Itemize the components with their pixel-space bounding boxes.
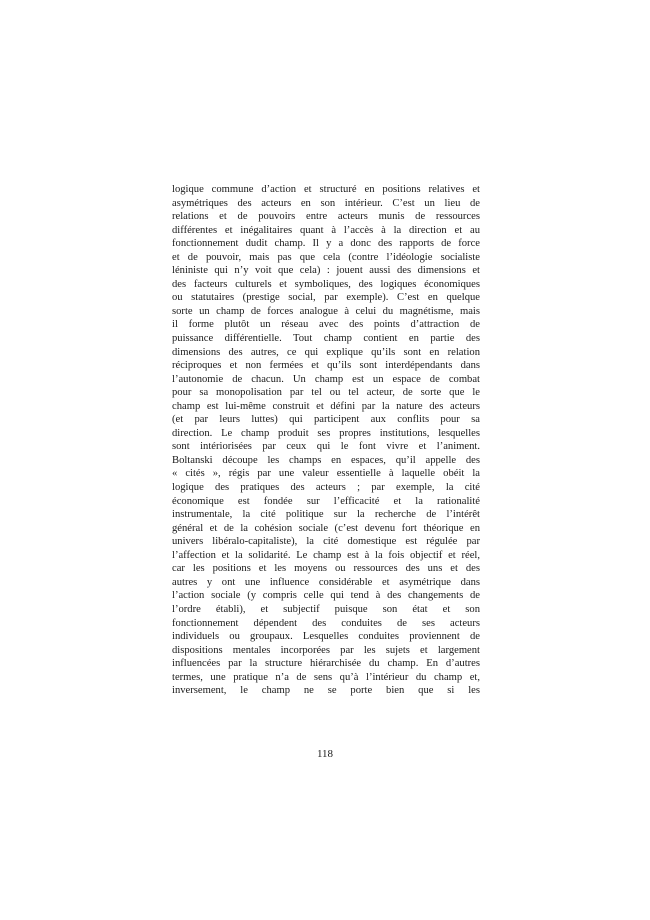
text-line: sont intériorisées par ceux qui le font vivre et l’animent. [172, 441, 480, 453]
text-line: fonctionnement dudit champ. Il y a donc des rapports de force [172, 238, 480, 250]
text-line: puissance différentielle. Tout champ contient en partie des [172, 333, 480, 345]
text-line: des facteurs culturels et symboliques, des logiques économiques [172, 278, 480, 290]
text-line: champ est lui-même construit et défini par la nature des acteurs [172, 400, 480, 412]
text-line: dimensions des autres, ce qui explique qu’ils sont en relation [172, 346, 480, 358]
text-line: individuels ou groupaux. Lesquelles conduites proviennent de [172, 631, 480, 643]
text-line: « cités », régis par une valeur essentielle à laquelle obéit la [172, 468, 480, 480]
page-number: 118 [316, 748, 334, 760]
text-line: ou statutaires (prestige social, par exemple). C’est en quelque [172, 292, 480, 304]
text-line: direction. Le champ produit ses propres institutions, lesquelles [172, 427, 480, 439]
body-text [172, 183, 480, 698]
text-line: logique commune d’action et structuré en positions relatives et [172, 184, 480, 195]
text-line: différentes et inégalitaires quant à l’accès à la direction et au [172, 224, 480, 236]
text-line: pour sa monopolisation par tel ou tel acteur, de sorte que le [172, 387, 480, 399]
text-line: influencées par la structure hiérarchisée du champ. En d’autres [172, 658, 480, 670]
text-line: l’action sociale (y compris celle qui tend à des changements de [172, 590, 480, 602]
text-line: instrumentale, la cité politique sur la recherche de l’intérêt [172, 509, 480, 521]
text-line: inversement, le champ ne se porte bien que si les [172, 685, 480, 697]
text-line: Boltanski découpe les champs en espaces, qu’il appelle des [172, 454, 480, 466]
text-line: général et de la cohésion sociale (c’est devenu fort théorique en [172, 522, 480, 534]
text-line: économique est fondée sur l’efficacité et la rationalité [172, 495, 480, 507]
text-line: (et par leurs luttes) qui participent aux conflits pour sa [172, 414, 480, 426]
text-line: léniniste qui n’y voit que cela) : jouent aussi des dimensions et [172, 265, 480, 277]
text-line: l’ordre établi), et subjectif puisque son état et son [172, 603, 480, 615]
text-line: et de pouvoir, mais pas que cela (contre l’idéologie socialiste [172, 251, 480, 263]
text-line: dispositions mentales incorporées par les sujets et largement [172, 644, 480, 656]
text-line: logique des pratiques des acteurs ; par exemple, la cité [172, 482, 480, 494]
text-line: relations et de pouvoirs entre acteurs munis de ressources [172, 211, 480, 223]
text-line: autres y ont une influence considérable et asymétrique dans [172, 576, 480, 588]
text-line: asymétriques des acteurs en son intérieur. C’est un lieu de [172, 197, 480, 209]
text-line: réciproques et non fermées et qu’ils sont interdépendants dans [172, 360, 480, 372]
text-line: il forme plutôt un réseau avec des points d’attraction de [172, 319, 480, 331]
text-line: univers libéralo-capitaliste), la cité domestique est régulée par [172, 536, 480, 548]
text-line: termes, une pratique n’a de sens qu’à l’intérieur du champ et, [172, 671, 480, 683]
text-line: sorte un champ de forces analogue à celui du magnétisme, mais [172, 305, 480, 317]
text-line: l’affection et la solidarité. Le champ est à la fois objectif et réel, [172, 549, 480, 561]
text-line: l’autonomie de chacun. Un champ est un espace de combat [172, 373, 480, 385]
text-line: car les positions et les moyens ou ressources des uns et des [172, 563, 480, 575]
text-line: fonctionnement dépendent des conduites de ses acteurs [172, 617, 480, 629]
